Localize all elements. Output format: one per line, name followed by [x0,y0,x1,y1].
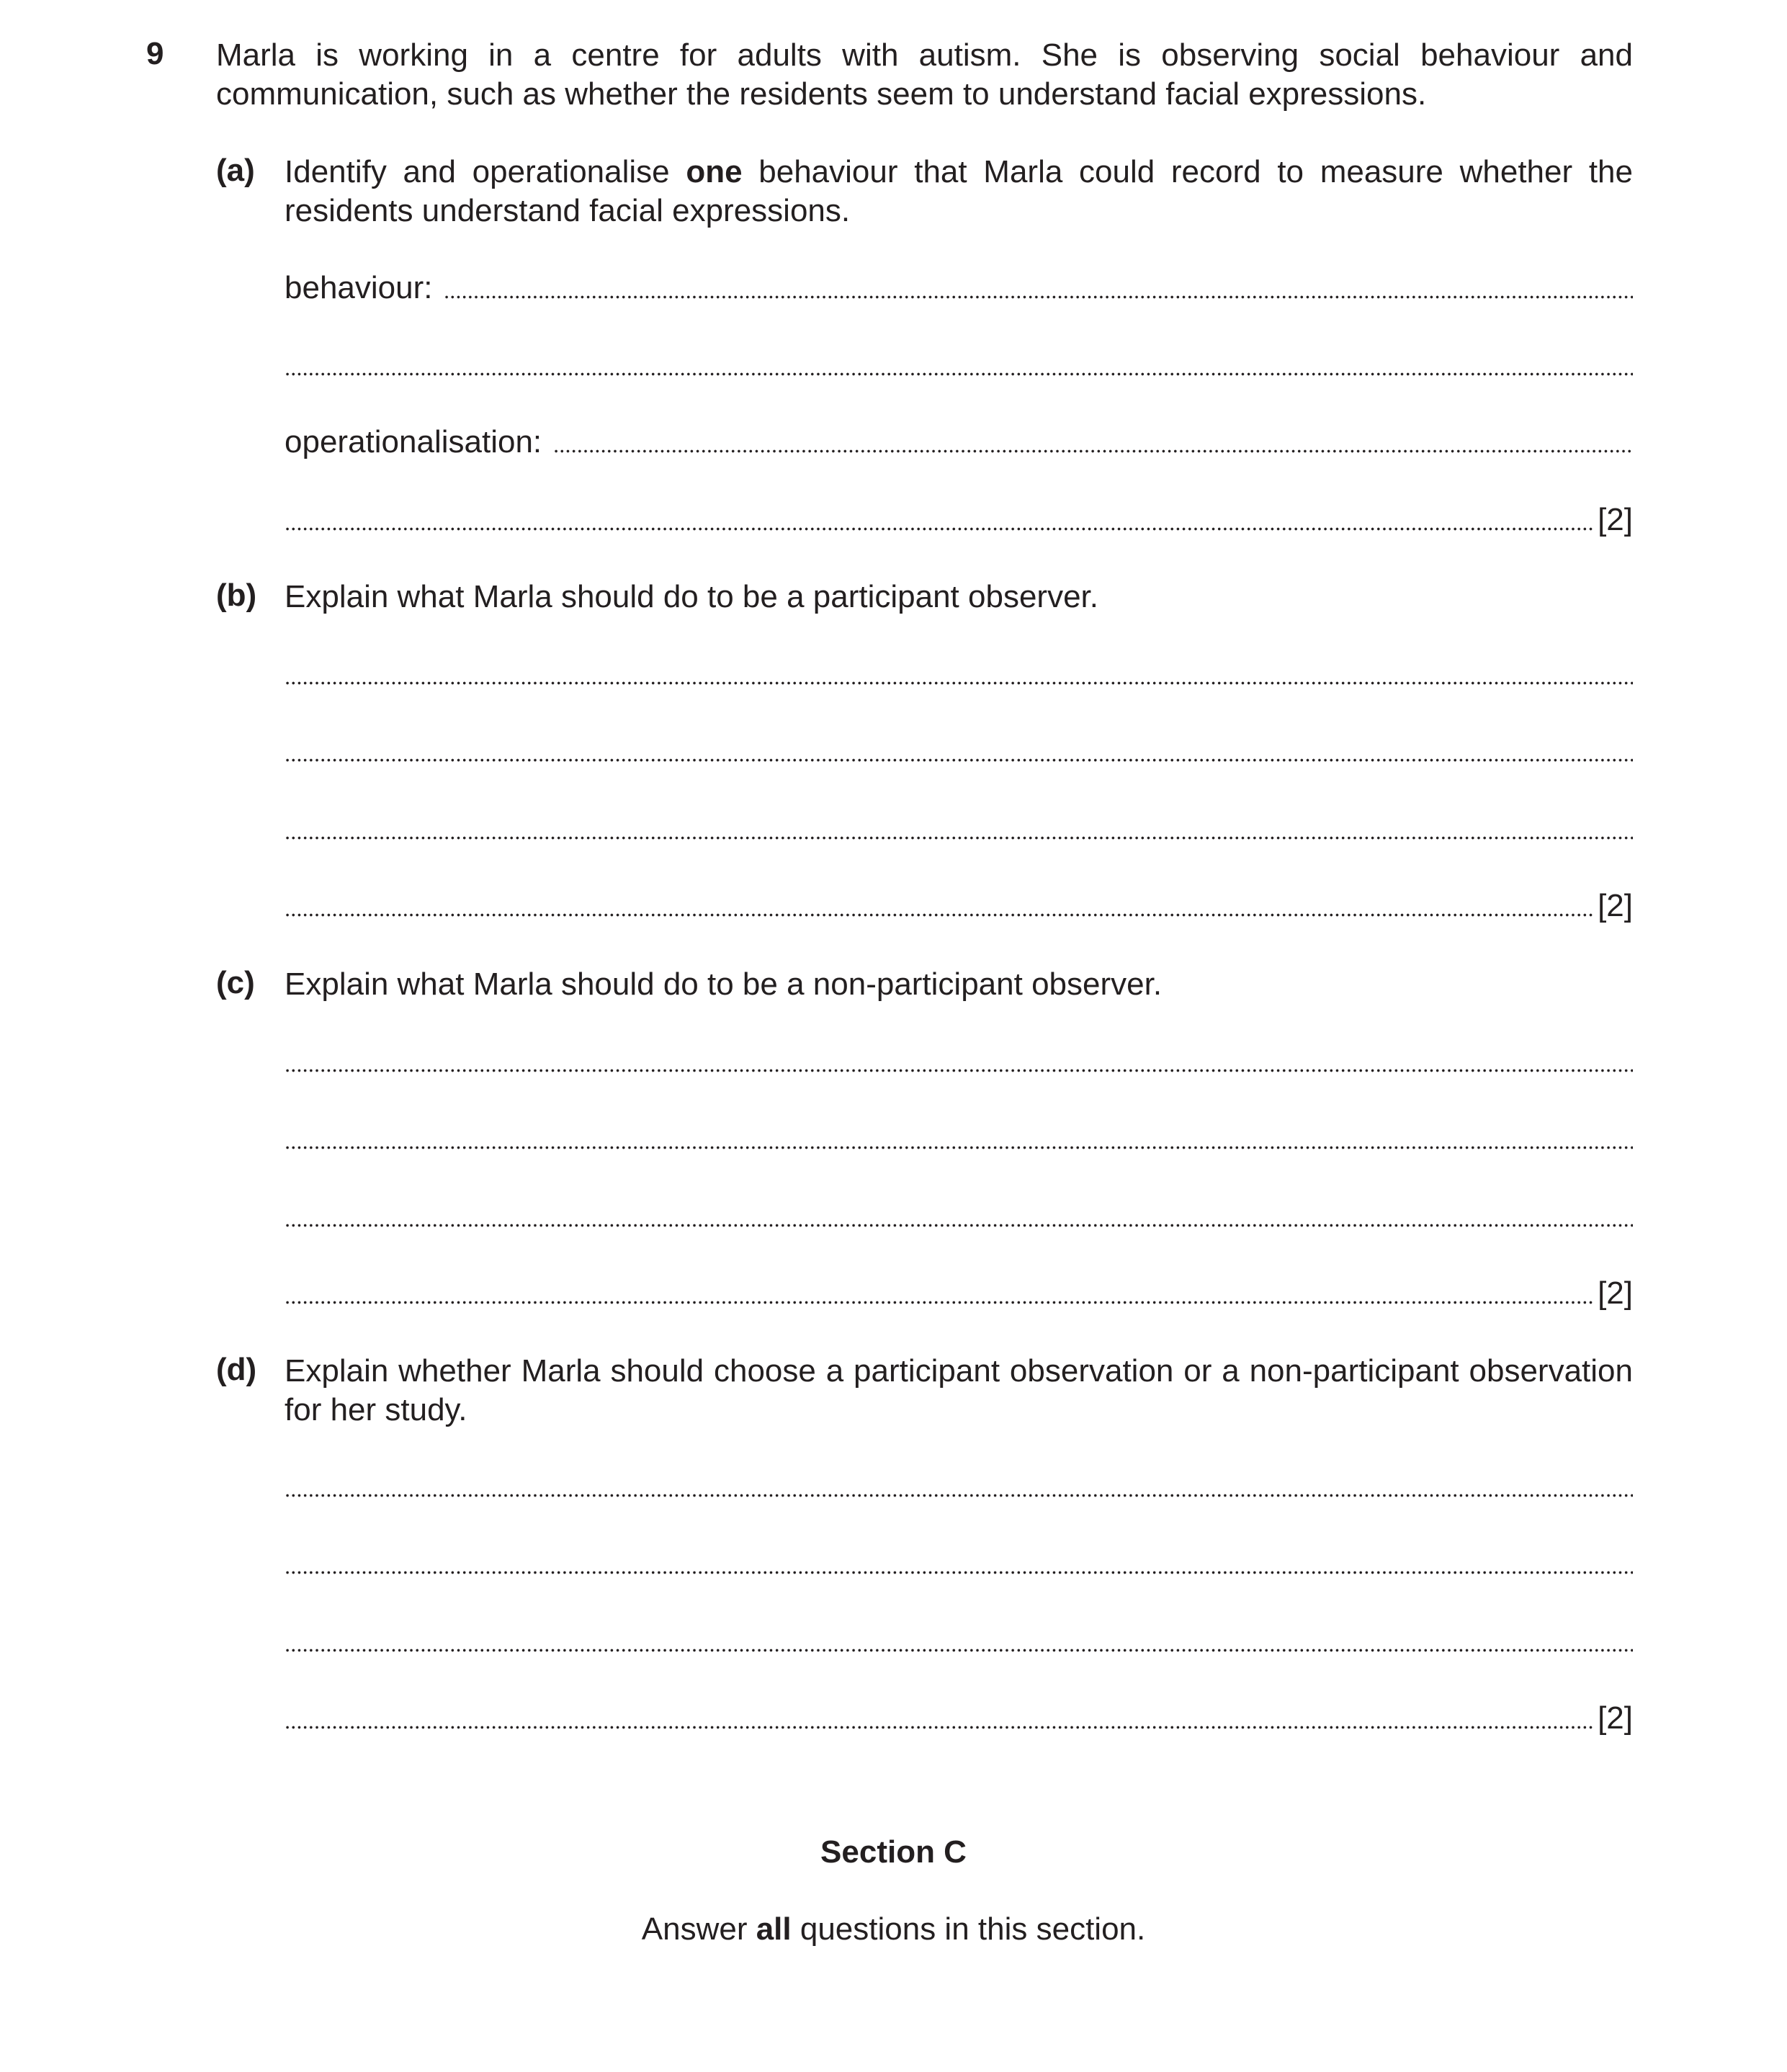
section-instruction [0,1911,1787,1947]
part-d-prompt: Explain whether Marla should choose a participant observation or a non-participant observation for her study. [285,1353,1633,1427]
marks-d: [2] [1598,1700,1633,1736]
part-d-label: (d) [216,1352,257,1387]
answer-line-d-1[interactable] [285,1467,1633,1506]
answer-line-d-3[interactable] [285,1622,1633,1661]
part-a-label: (a) [216,153,255,188]
question-intro: Marla is working in a centre for adults with autism. She is observing social behaviour and communication, such as whether the residents seem to understand facial expressions. [216,37,1633,112]
answer-line-c-4[interactable] [285,1274,1633,1313]
dotted-line [285,758,1633,762]
part-c-prompt: Explain what Marla should do to be a non-participant observer. [285,967,1163,1002]
answer-line-a-operationalisation[interactable] [285,423,1633,462]
instruction-before: Answer [641,1911,756,1947]
dotted-line [285,913,1595,917]
part-c-label: (c) [216,965,255,1000]
dotted-line [285,1146,1633,1149]
dotted-line [285,1494,1633,1497]
instruction-bold: all [756,1911,792,1947]
answer-line-a-behaviour[interactable] [285,269,1633,308]
dotted-line [285,372,1633,376]
answer-line-c-3[interactable] [285,1197,1633,1236]
answer-line-a-4[interactable] [285,501,1633,539]
answer-line-c-1[interactable] [285,1042,1633,1081]
part-a-prompt [285,153,1633,230]
answer-line-b-1[interactable] [285,655,1633,694]
answer-line-b-4[interactable] [285,887,1633,925]
dotted-line [444,295,1633,299]
part-a-text-bold: one [686,154,743,189]
operationalisation-label: operationalisation: [285,424,542,459]
part-a-text-after: behaviour that Marla could record to measure whether the residents understand facial expressions. [285,154,1633,228]
section-title: Section C [820,1834,967,1870]
marks-b: [2] [1598,888,1633,923]
marks-a: [2] [1598,502,1633,537]
answer-line-d-4[interactable] [285,1699,1633,1738]
part-b-prompt: Explain what Marla should do to be a participant observer. [285,579,1098,614]
dotted-line [285,1069,1633,1072]
instruction-after: questions in this section. [791,1911,1146,1947]
dotted-line [285,527,1595,531]
answer-line-b-2[interactable] [285,732,1633,771]
answer-line-a-2[interactable] [285,346,1633,385]
marks-c: [2] [1598,1275,1633,1311]
dotted-line [285,1224,1633,1227]
dotted-line [285,1649,1633,1652]
part-b-label: (b) [216,578,257,613]
dotted-line [285,681,1633,685]
dotted-line [285,836,1633,840]
answer-line-d-2[interactable] [285,1544,1633,1583]
dotted-line [285,1301,1595,1304]
part-a-text-before: Identify and operationalise [285,154,686,189]
question-number: 9 [146,36,164,71]
answer-line-b-3[interactable] [285,809,1633,848]
dotted-line [553,449,1633,453]
answer-line-c-2[interactable] [285,1119,1633,1158]
dotted-line [285,1571,1633,1574]
behaviour-label: behaviour: [285,270,433,305]
dotted-line [285,1726,1595,1729]
